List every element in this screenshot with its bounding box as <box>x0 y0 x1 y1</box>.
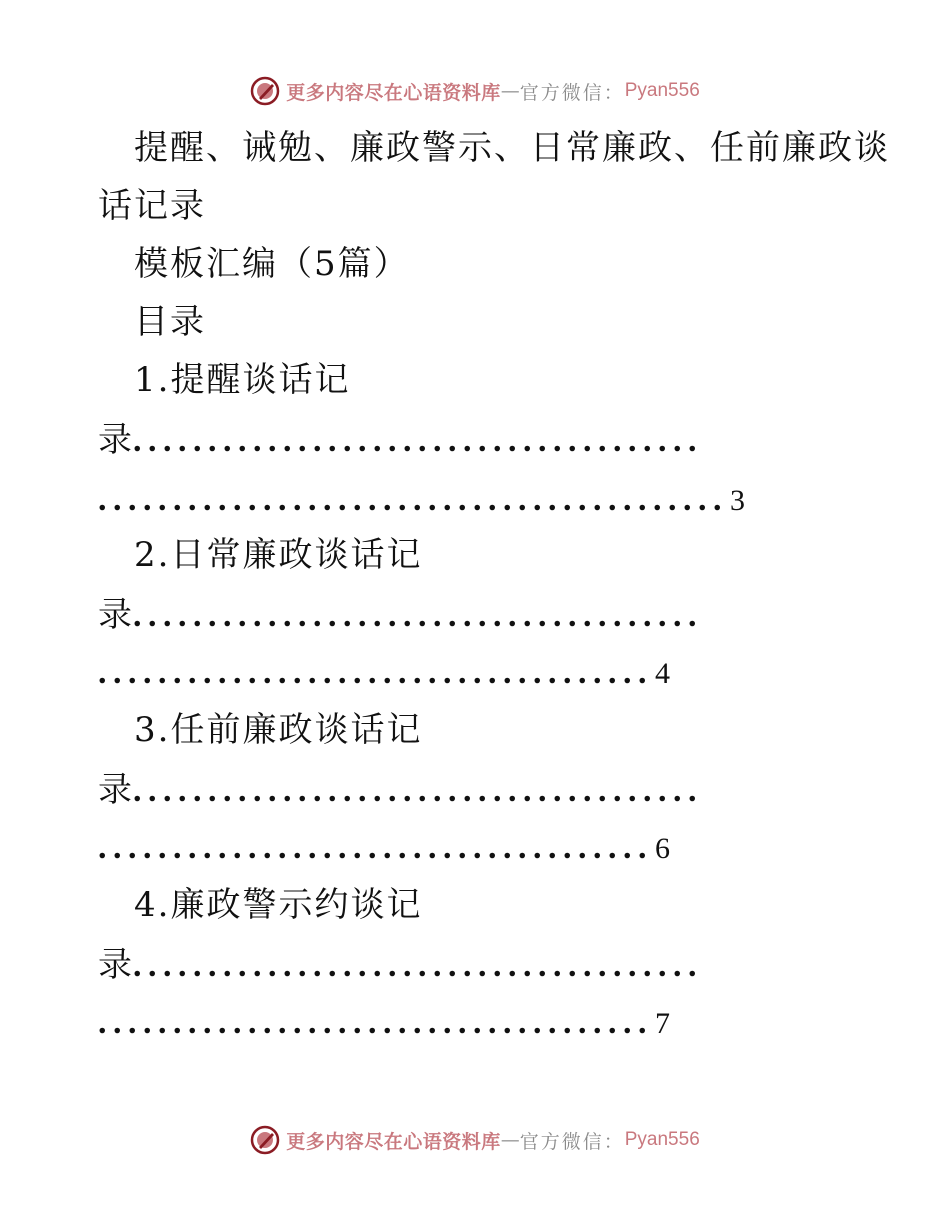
watermark-official: 官方微信： <box>519 1130 625 1153</box>
pen-logo-icon <box>250 1125 280 1155</box>
toc-lead-char: 录 <box>98 770 133 810</box>
header-watermark <box>0 71 950 111</box>
title-line-2: 话记录 <box>98 186 206 226</box>
toc-item-leader-line: 录 ...................................... <box>98 945 703 985</box>
toc-heading: 目录 <box>134 302 206 342</box>
toc-page-number: 4 <box>655 657 670 690</box>
toc-item-label[interactable]: 1.提醒谈话记 <box>134 360 351 400</box>
toc-page-number: 3 <box>730 484 745 517</box>
toc-item-label[interactable]: 4.廉政警示约谈记 <box>134 885 423 925</box>
toc-item-label[interactable]: 3.任前廉政谈话记 <box>134 710 423 750</box>
watermark-dash: — <box>500 1129 520 1151</box>
toc-item-leader-line: 录 ...................................... <box>98 420 703 460</box>
toc-item-label[interactable]: 2.日常廉政谈话记 <box>134 535 423 575</box>
footer-watermark <box>0 1120 950 1160</box>
toc-page-number: 6 <box>655 832 670 865</box>
title-line-1: 提醒、诫勉、廉政警示、日常廉政、任前廉政谈 <box>134 128 890 168</box>
pen-logo-icon <box>250 76 280 106</box>
watermark-brand: 更多内容尽在心语资料库 <box>286 1130 501 1153</box>
toc-item-page-line: ..................................... 4 <box>98 653 850 694</box>
toc-item-leader-line: 录 ...................................... <box>98 595 703 635</box>
toc-item-page-line: ..................................... 6 <box>98 828 850 869</box>
toc-lead-char: 录 <box>98 420 133 460</box>
toc-lead-char: 录 <box>98 945 133 985</box>
toc-item-page-line: .......................................... 3 <box>98 480 850 521</box>
watermark-official: 官方微信： <box>519 81 625 104</box>
watermark-id: Pyan556 <box>624 80 700 101</box>
watermark-id: Pyan556 <box>624 1129 700 1150</box>
watermark-brand: 更多内容尽在心语资料库 <box>286 81 501 104</box>
watermark-dash: — <box>500 80 520 102</box>
toc-page-number: 7 <box>655 1007 670 1040</box>
toc-lead-char: 录 <box>98 595 133 635</box>
toc-item-leader-line: 录 ...................................... <box>98 770 703 810</box>
toc-item-page-line: ..................................... 7 <box>98 1003 850 1044</box>
title-line-3: 模板汇编（5篇） <box>134 244 410 284</box>
